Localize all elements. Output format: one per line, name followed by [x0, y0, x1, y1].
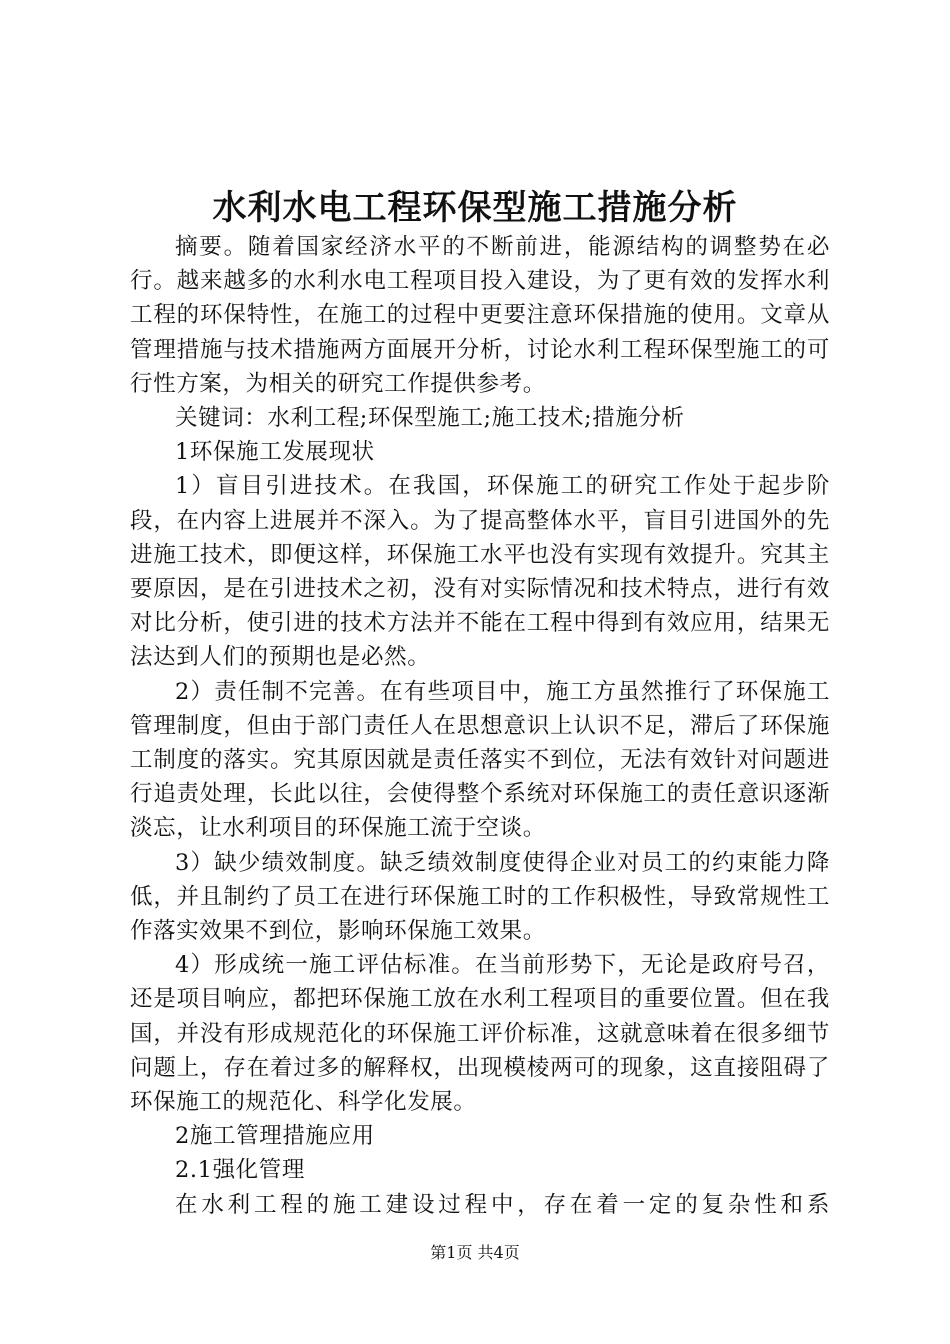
body-paragraph-2: 2）责任制不完善。在有些项目中，施工方虽然推行了环保施工管理制度，但由于部门责任人在思想意识上认识不足，滞后了环保施工制度的落实。究其原因就是责任落实不到位，无法有效针对问题进行追责处理，长此以往，会使得整个系统对环保施工的责任意识逐渐淡忘，让水利项目的环保施工流于空谈。: [130, 678, 830, 842]
body-paragraph-3: 3）缺少绩效制度。缺乏绩效制度使得企业对员工的约束能力降低，并且制约了员工在进行环保施工时的工作积极性，导致常规性工作落实效果不到位，影响环保施工效果。: [130, 849, 830, 945]
abstract-paragraph: 摘要。随着国家经济水平的不断前进，能源结构的调整势在必行。越来越多的水利水电工程项目投入建设，为了更有效的发挥水利工程的环保特性，在施工的过程中更要注意环保措施的使用。文章从管理措施与技术措施两方面展开分析，讨论水利工程环保型施工的可行性方案，为相关的研究工作提供参考。: [130, 234, 830, 397]
body-paragraph-5: 在水利工程的施工建设过程中，存在着一定的复杂性和系: [175, 1191, 830, 1218]
section-heading-2: 2施工管理措施应用: [175, 1123, 375, 1150]
document-title: 水利水电工程环保型施工措施分析: [212, 188, 738, 228]
subsection-heading-2-1: 2.1强化管理: [175, 1157, 305, 1184]
section-heading-1: 1环保施工发展现状: [175, 439, 375, 466]
document-body: [130, 230, 830, 1222]
body-paragraph-1: 1）盲目引进技术。在我国，环保施工的研究工作处于起步阶段，在内容上进展并不深入。为了提高整体水平，盲目引进国外的先进施工技术，即便这样，环保施工水平也没有实现有效提升。究其主要原因，是在引进技术之初，没有对实际情况和技术特点，进行有效对比分析，使引进的技术方法并不能在工程中得到有效应用，结果无法达到人们的预期也是必然。: [130, 473, 830, 671]
keywords-paragraph: 关键词：水利工程;环保型施工;施工技术;措施分析: [175, 405, 685, 432]
body-paragraph-4: 4）形成统一施工评估标准。在当前形势下，无论是政府号召，还是项目响应，都把环保施工放在水利工程项目的重要位置。但在我国，并没有形成规范化的环保施工评价标准，这就意味着在很多细节问题上，存在着过多的解释权，出现模棱两可的现象，这直接阻碍了环保施工的规范化、科学化发展。: [130, 952, 830, 1116]
page-footer: 第1页 共4页: [430, 1243, 520, 1262]
